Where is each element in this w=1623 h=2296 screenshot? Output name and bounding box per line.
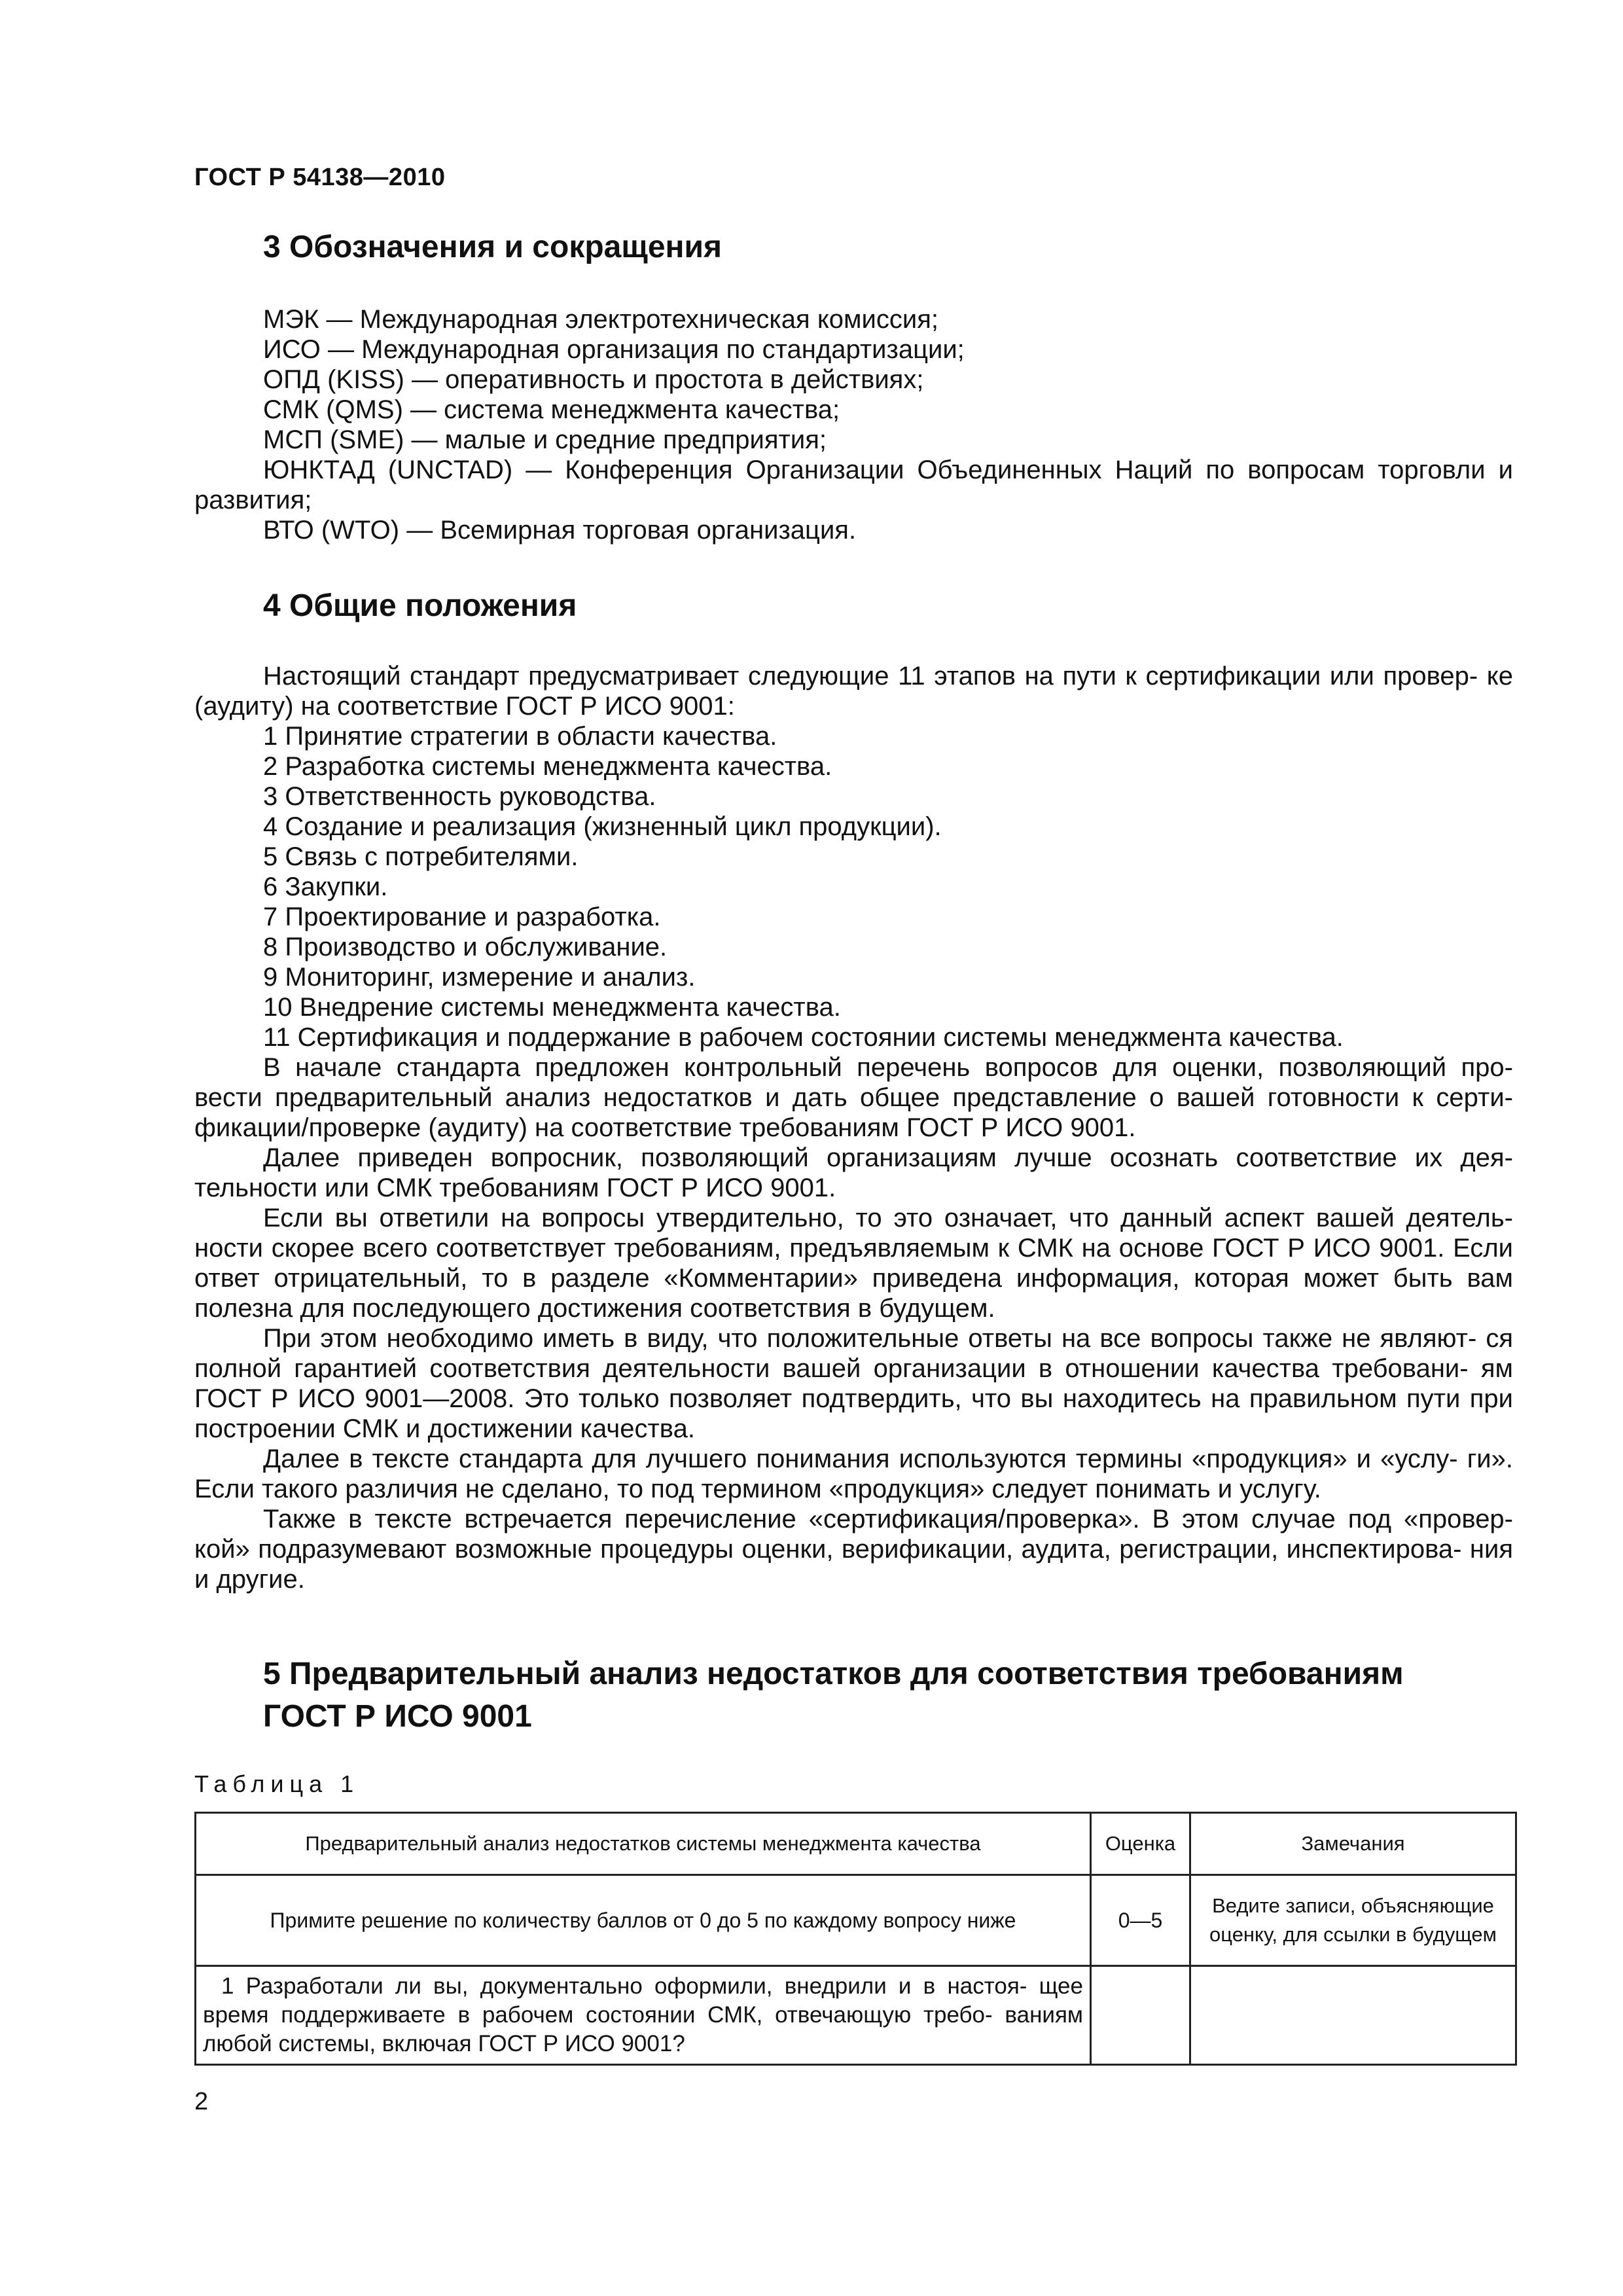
column-header: Замечания <box>1190 1813 1516 1875</box>
steps-list <box>194 721 1513 1052</box>
body-paragraph: Далее в тексте стандарта для лучшего понимания используются термины «продукция» и «услу- ги». Если такого различия не сделано, то под термином «продукция» следует понимать и услугу. <box>194 1444 1513 1503</box>
table-header-row <box>196 1813 1516 1875</box>
abbreviations-list <box>194 304 1513 545</box>
page-number: 2 <box>194 2088 209 2115</box>
body-paragraph: Далее приведен вопросник, позволяющий организациям лучше осознать соответствие их дея- тельности или СМК требованиям ГОСТ Р ИСО 9001. <box>194 1143 1513 1202</box>
step-item: 10 Внедрение системы менеджмента качества. <box>263 993 841 1022</box>
step-item: 7 Проектирование и разработка. <box>263 903 661 931</box>
abbreviation-item: МЭК — Международная электротехническая комиссия; <box>263 305 938 334</box>
column-header: Оценка <box>1091 1813 1190 1875</box>
abbreviation-item: ОПД (KISS) — оперативность и простота в действиях; <box>263 365 924 394</box>
table-cell-score <box>1091 1966 1190 2065</box>
body-paragraph: Также в тексте встречается перечисление «сертификация/проверка». В этом случае под «провер- кой» подразумевают возможные процедуры оценки, верификации, аудита, регистрации, инспектирова- ния и другие. <box>194 1505 1513 1594</box>
abbreviation-item: ИСО — Международная организация по стандартизации; <box>263 335 965 364</box>
section-5-heading <box>263 1653 1404 1738</box>
section-3-heading: 3 Обозначения и сокращения <box>263 230 722 264</box>
section-5-heading-line: 5 Предварительный анализ недостатков для соответствия требованиям <box>263 1657 1404 1691</box>
step-item: 2 Разработка системы менеджмента качества. <box>263 752 832 781</box>
table-cell: Примите решение по количеству баллов от 0 до 5 по каждому вопросу ниже <box>196 1875 1091 1966</box>
section-5-heading-line: ГОСТ Р ИСО 9001 <box>263 1699 532 1734</box>
step-item: 1 Принятие стратегии в области качества. <box>263 722 777 751</box>
step-item: 6 Закупки. <box>263 872 388 901</box>
step-item: 4 Создание и реализация (жизненный цикл продукции). <box>263 812 942 841</box>
table-cell: 0—5 <box>1091 1875 1190 1966</box>
intro-paragraph: Настоящий стандарт предусматривает следующие 11 этапов на пути к сертификации или провер- ке (аудиту) на соответствие ГОСТ Р ИСО 9001: <box>194 662 1513 721</box>
table-cell: 1 Разработали ли вы, документально оформили, внедрили и в настоя- щее время поддерживаете в рабочем состоянии СМК, отвечающую требо- ваниям любой системы, включая ГОСТ Р ИСО 9001? <box>196 1966 1091 2065</box>
body-paragraph: При этом необходимо иметь в виду, что положительные ответы на все вопросы также не являют- ся полной гарантией соответствия деятельности вашей организации в отношении качества требовани- ям ГОСТ Р ИСО 9001—2008. Это только позволяет подтвердить, что вы находитесь на правильном пути при построении СМК и достижении качества. <box>194 1324 1513 1443</box>
body-paragraph: В начале стандарта предложен контрольный перечень вопросов для оценки, позволяющий про- вести предварительный анализ недостатков и дать общее представление о вашей готовности к серти- фикации/проверке (аудиту) на соответствие требованиям ГОСТ Р ИСО 9001. <box>194 1053 1513 1142</box>
body-paragraph: Если вы ответили на вопросы утвердительно, то это означает, что данный аспект вашей деятель- ности скорее всего соответствует требованиям, предъявляемым к СМК на основе ГОСТ Р ИСО 9001. Если ответ отрицательный, то в разделе «Комментарии» приведена информация, которая может быть вам полезна для последующего достижения соответствия в будущем. <box>194 1204 1513 1323</box>
table-cell: Ведите записи, объясняющие оценку, для ссылки в будущем <box>1190 1875 1516 1966</box>
abbreviation-item: МСП (SME) — малые и средние предприятия; <box>263 425 827 454</box>
step-item: 3 Ответственность руководства. <box>263 782 656 811</box>
step-item: 5 Связь с потребителями. <box>263 842 579 871</box>
step-item: 9 Мониторинг, измерение и анализ. <box>263 963 696 992</box>
table-row <box>196 1966 1516 2065</box>
section-4-body <box>194 661 1513 1594</box>
section-4-heading: 4 Общие положения <box>263 588 577 623</box>
abbreviation-item: СМК (QMS) — система менеджмента качества; <box>263 395 840 424</box>
table-row <box>196 1875 1516 1966</box>
abbreviation-item: ЮНКТАД (UNCTAD) — Конференция Организации Объединенных Наций по вопросам торговли и развития; <box>194 456 1513 514</box>
document-code-header: ГОСТ Р 54138—2010 <box>194 164 446 191</box>
column-header: Предварительный анализ недостатков системы менеджмента качества <box>196 1813 1091 1875</box>
step-item: 11 Сертификация и поддержание в рабочем состоянии системы менеджмента качества. <box>263 1023 1344 1052</box>
table-caption: Таблица 1 <box>194 1770 360 1797</box>
table-cell-notes <box>1190 1966 1516 2065</box>
assessment-table <box>194 1812 1515 2066</box>
step-item: 8 Производство и обслуживание. <box>263 933 668 961</box>
abbreviation-item: ВТО (WTO) — Всемирная торговая организация. <box>263 516 857 545</box>
